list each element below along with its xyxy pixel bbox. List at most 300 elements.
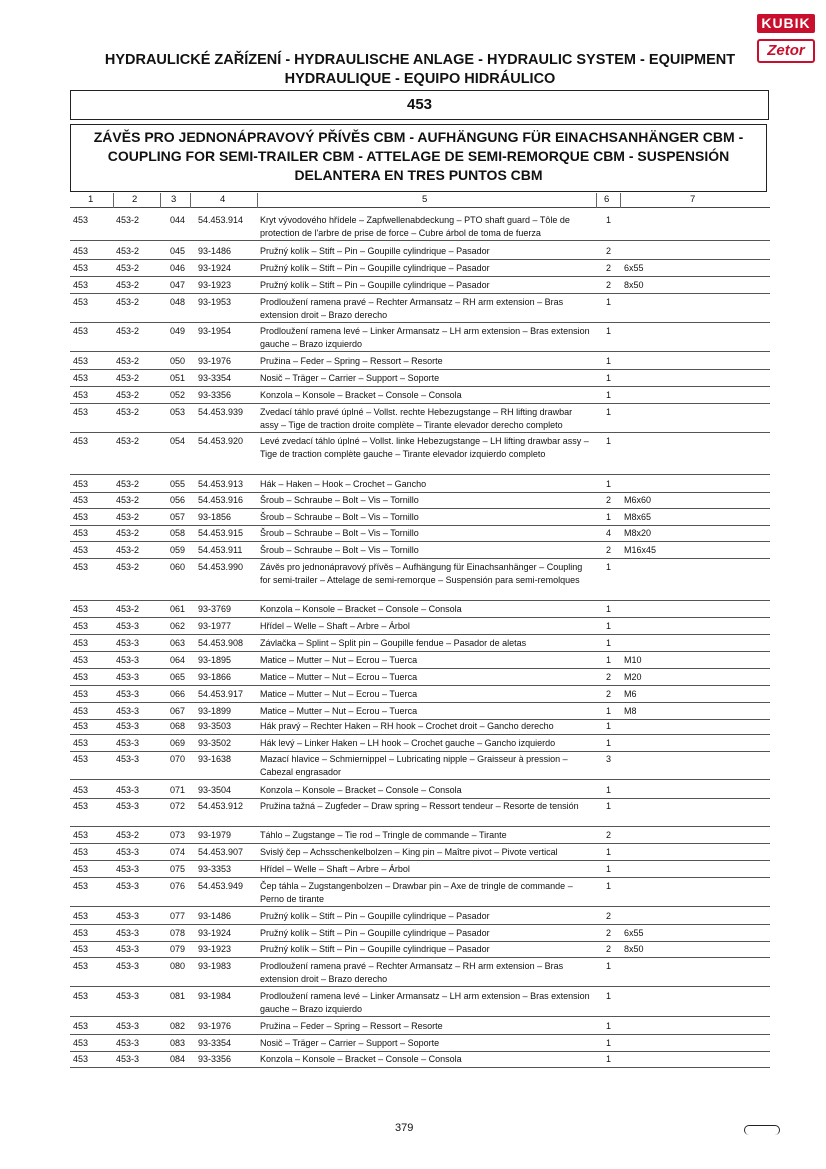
row-position: 045 — [170, 246, 186, 256]
row-quantity: 3 — [606, 754, 612, 764]
row-position: 082 — [170, 1021, 186, 1031]
row-quantity: 1 — [606, 407, 612, 417]
row-part-number: 54.453.949 — [198, 881, 244, 891]
row-quantity: 1 — [606, 621, 612, 631]
row-subgroup: 453-3 — [116, 847, 140, 857]
row-quantity: 2 — [606, 911, 612, 921]
row-subgroup: 453-2 — [116, 479, 140, 489]
row-part-number: 54.453.911 — [198, 545, 243, 555]
row-quantity: 1 — [606, 512, 612, 522]
section-title-box — [70, 124, 767, 192]
zetor-logo: Zetor — [757, 39, 815, 63]
row-quantity: 2 — [606, 689, 612, 699]
row-description: Konzola – Konsole – Bracket – Console – Consola — [260, 785, 462, 795]
row-group: 453 — [73, 215, 89, 225]
row-quantity: 1 — [606, 785, 612, 795]
row-group: 453 — [73, 847, 89, 857]
row-position: 046 — [170, 263, 186, 273]
row-quantity: 1 — [606, 1021, 612, 1031]
row-subgroup: 453-3 — [116, 961, 140, 971]
row-underline — [70, 525, 770, 526]
column-divider — [596, 193, 597, 208]
row-subgroup: 453-3 — [116, 785, 140, 795]
row-note: M8x65 — [624, 512, 652, 522]
row-quantity: 2 — [606, 545, 612, 555]
row-group: 453 — [73, 738, 89, 748]
row-subgroup: 453-2 — [116, 407, 140, 417]
row-quantity: 1 — [606, 390, 612, 400]
row-position: 066 — [170, 689, 186, 699]
row-description: Nosič – Träger – Carrier – Support – Soporte — [260, 1038, 440, 1048]
row-part-number: 93-3356 — [198, 1054, 232, 1064]
row-underline — [70, 1034, 770, 1035]
row-part-number: 93-1923 — [198, 280, 232, 290]
row-part-number: 54.453.912 — [198, 801, 244, 811]
row-description: Konzola – Konsole – Bracket – Console – Consola — [260, 604, 462, 614]
row-quantity: 1 — [606, 738, 612, 748]
row-position: 060 — [170, 562, 186, 572]
row-position: 051 — [170, 373, 186, 383]
row-position: 079 — [170, 944, 186, 954]
column-header-5: 5 — [422, 194, 428, 205]
row-position: 072 — [170, 801, 186, 811]
row-position: 052 — [170, 390, 186, 400]
row-position: 050 — [170, 356, 186, 366]
row-part-number: 93-1923 — [198, 944, 232, 954]
row-description: Levé zvedací táhlo úplné – Vollst. linke Hebezugstange – LH lifting drawbar assy – Tige de traction complète gauche – Tirante elevador izquierdo completo — [260, 436, 589, 459]
row-position: 080 — [170, 961, 186, 971]
row-group: 453 — [73, 881, 89, 891]
row-quantity: 1 — [606, 1038, 612, 1048]
row-underline — [70, 276, 770, 277]
row-quantity: 2 — [606, 944, 612, 954]
row-description: Zvedací táhlo pravé úplné – Vollst. rechte Hebezugstange – RH lifting drawbar assy – Tige de traction droite complète – Tirante elevador derecho completo — [260, 407, 573, 430]
section-title-line2: COUPLING FOR SEMI-TRAILER CBM - ATTELAGE DE SEMI-REMORQUE CBM - SUSPENSIÓN — [107, 148, 730, 164]
row-part-number: 54.453.939 — [198, 407, 244, 417]
row-quantity: 1 — [606, 297, 612, 307]
row-subgroup: 453-2 — [116, 545, 140, 555]
row-note: M8 — [624, 706, 637, 716]
row-description: Pružina – Feder – Spring – Ressort – Resorte — [260, 1021, 443, 1031]
row-group: 453 — [73, 562, 89, 572]
row-part-number: 54.453.917 — [198, 689, 244, 699]
row-position: 078 — [170, 928, 186, 938]
row-description: Pružný kolík – Stift – Pin – Goupille cylindrique – Pasador — [260, 944, 490, 954]
row-position: 056 — [170, 495, 186, 505]
row-underline — [70, 492, 770, 493]
row-part-number: 54.453.908 — [198, 638, 244, 648]
row-underline — [70, 986, 770, 987]
row-part-number: 93-1638 — [198, 754, 232, 764]
row-part-number: 54.453.907 — [198, 847, 244, 857]
row-description: Konzola – Konsole – Bracket – Console – Consola — [260, 390, 462, 400]
row-group: 453 — [73, 356, 89, 366]
row-description: Prodloužení ramena levé – Linker Armansatz – LH arm extension – Bras extension gauche – Brazo izquierdo — [260, 991, 590, 1014]
row-group: 453 — [73, 326, 89, 336]
column-header-6: 6 — [604, 194, 610, 205]
row-position: 081 — [170, 991, 186, 1001]
row-group: 453 — [73, 1021, 89, 1031]
row-part-number: 93-1954 — [198, 326, 232, 336]
row-part-number: 93-1977 — [198, 621, 232, 631]
row-quantity: 1 — [606, 721, 612, 731]
row-subgroup: 453-3 — [116, 1038, 140, 1048]
row-note: M10 — [624, 655, 642, 665]
row-part-number: 93-1895 — [198, 655, 232, 665]
row-subgroup: 453-3 — [116, 738, 140, 748]
row-subgroup: 453-2 — [116, 246, 140, 256]
row-subgroup: 453-3 — [116, 754, 140, 764]
row-description: Pružný kolík – Stift – Pin – Goupille cylindrique – Pasador — [260, 928, 490, 938]
row-position: 070 — [170, 754, 186, 764]
document-title-line2: HYDRAULIQUE - EQUIPO HIDRÁULICO — [284, 71, 556, 87]
row-group: 453 — [73, 246, 89, 256]
row-subgroup: 453-2 — [116, 528, 140, 538]
row-part-number: 93-1984 — [198, 991, 232, 1001]
row-quantity: 1 — [606, 562, 612, 572]
row-group: 453 — [73, 655, 89, 665]
row-quantity: 1 — [606, 1054, 612, 1064]
row-position: 069 — [170, 738, 186, 748]
row-underline — [70, 734, 770, 735]
row-quantity: 4 — [606, 528, 612, 538]
row-position: 058 — [170, 528, 186, 538]
row-position: 076 — [170, 881, 186, 891]
row-subgroup: 453-2 — [116, 512, 140, 522]
row-part-number: 54.453.913 — [198, 479, 244, 489]
row-group: 453 — [73, 864, 89, 874]
row-position: 064 — [170, 655, 186, 665]
section-title-line1: ZÁVĚS PRO JEDNONÁPRAVOVÝ PŘÍVĚS CBM - AUFHÄNGUNG FÜR EINACHSANHÄNGER CBM - — [93, 129, 744, 145]
row-position: 063 — [170, 638, 186, 648]
row-part-number: 93-3769 — [198, 604, 232, 614]
row-note: 8x50 — [624, 944, 644, 954]
column-divider — [160, 193, 161, 208]
row-group: 453 — [73, 407, 89, 417]
column-header-3: 3 — [171, 194, 177, 205]
row-group: 453 — [73, 785, 89, 795]
row-quantity: 2 — [606, 263, 612, 273]
row-underline — [70, 259, 770, 260]
row-position: 048 — [170, 297, 186, 307]
row-group: 453 — [73, 961, 89, 971]
row-group: 453 — [73, 373, 89, 383]
row-position: 047 — [170, 280, 186, 290]
row-description: Svislý čep – Achsschenkelbolzen – King pin – Maître pivot – Pivote vertical — [260, 847, 558, 857]
row-underline — [70, 369, 770, 370]
row-subgroup: 453-3 — [116, 991, 140, 1001]
row-underline — [70, 668, 770, 669]
row-underline — [70, 957, 770, 958]
row-position: 083 — [170, 1038, 186, 1048]
row-part-number: 54.453.920 — [198, 436, 244, 446]
row-part-number: 93-1486 — [198, 911, 232, 921]
row-position: 077 — [170, 911, 186, 921]
kubik-zetor-logo — [757, 14, 815, 72]
row-quantity: 1 — [606, 847, 612, 857]
row-description: Závlačka – Splint – Split pin – Goupille fendue – Pasador de aletas — [260, 638, 527, 648]
row-quantity: 1 — [606, 373, 612, 383]
row-description: Pružný kolík – Stift – Pin – Goupille cylindrique – Pasador — [260, 911, 490, 921]
row-group: 453 — [73, 830, 89, 840]
row-note: M8x20 — [624, 528, 652, 538]
column-divider — [113, 193, 114, 208]
row-underline — [70, 293, 770, 294]
row-note: M20 — [624, 672, 642, 682]
row-subgroup: 453-2 — [116, 373, 140, 383]
row-underline — [70, 541, 770, 542]
row-underline — [70, 617, 770, 618]
column-header-7: 7 — [690, 194, 696, 205]
column-header-row — [70, 193, 770, 208]
row-subgroup: 453-3 — [116, 672, 140, 682]
row-quantity: 1 — [606, 706, 612, 716]
row-group: 453 — [73, 545, 89, 555]
row-group: 453 — [73, 512, 89, 522]
row-part-number: 93-1856 — [198, 512, 232, 522]
row-underline — [70, 751, 770, 752]
row-description: Prodloužení ramena levé – Linker Armansatz – LH arm extension – Bras extension gauche – Brazo izquierdo — [260, 326, 590, 349]
row-part-number: 54.453.915 — [198, 528, 244, 538]
row-description: Pružný kolík – Stift – Pin – Goupille cylindrique – Pasador — [260, 280, 490, 290]
row-subgroup: 453-2 — [116, 297, 140, 307]
row-position: 075 — [170, 864, 186, 874]
row-underline — [70, 798, 770, 799]
row-underline — [70, 1067, 770, 1068]
row-subgroup: 453-2 — [116, 436, 140, 446]
row-part-number: 93-1953 — [198, 297, 232, 307]
column-header-2: 2 — [132, 194, 138, 205]
row-position: 067 — [170, 706, 186, 716]
row-description: Mazací hlavice – Schmiernippel – Lubricating nipple – Graisseur à pression – Cabezal engrasador — [260, 754, 568, 777]
row-underline — [70, 651, 770, 652]
row-underline — [70, 351, 770, 352]
row-position: 059 — [170, 545, 186, 555]
row-subgroup: 453-2 — [116, 356, 140, 366]
row-note: M16x45 — [624, 545, 657, 555]
row-quantity: 1 — [606, 356, 612, 366]
row-description: Čep táhla – Zugstangenbolzen – Drawbar pin – Axe de tringle de commande – Perno de tirante — [260, 881, 573, 904]
row-group: 453 — [73, 944, 89, 954]
row-description: Pružný kolík – Stift – Pin – Goupille cylindrique – Pasador — [260, 263, 490, 273]
row-note: 6x55 — [624, 263, 644, 273]
row-underline — [70, 600, 770, 601]
footer-badge — [744, 1125, 780, 1135]
row-part-number: 93-1924 — [198, 263, 232, 273]
row-description: Kryt vývodového hřídele – Zapfwellenabdeckung – PTO shaft guard – Tôle de protection de l'arbre de prise de force – Cubre árbol de toma de fuerza — [260, 215, 570, 238]
row-part-number: 93-1486 — [198, 246, 232, 256]
row-underline — [70, 474, 770, 475]
row-group: 453 — [73, 495, 89, 505]
row-part-number: 93-1899 — [198, 706, 232, 716]
row-description: Konzola – Konsole – Bracket – Console – Consola — [260, 1054, 462, 1064]
row-description: Hák pravý – Rechter Haken – RH hook – Crochet droit – Gancho derecho — [260, 721, 554, 731]
row-group: 453 — [73, 621, 89, 631]
row-subgroup: 453-3 — [116, 944, 140, 954]
row-position: 061 — [170, 604, 186, 614]
row-quantity: 2 — [606, 246, 612, 256]
row-underline — [70, 403, 770, 404]
row-subgroup: 453-3 — [116, 655, 140, 665]
row-subgroup: 453-2 — [116, 326, 140, 336]
row-quantity: 1 — [606, 479, 612, 489]
section-title-line3: DELANTERA EN TRES PUNTOS CBM — [294, 167, 543, 183]
row-part-number: 93-1983 — [198, 961, 232, 971]
row-part-number: 93-3356 — [198, 390, 232, 400]
row-note: 8x50 — [624, 280, 644, 290]
row-underline — [70, 1051, 770, 1052]
group-number-box: 453 — [70, 90, 769, 120]
row-position: 071 — [170, 785, 186, 795]
row-group: 453 — [73, 672, 89, 682]
row-group: 453 — [73, 911, 89, 921]
row-underline — [70, 432, 770, 433]
row-subgroup: 453-3 — [116, 864, 140, 874]
row-underline — [70, 906, 770, 907]
row-part-number: 54.453.914 — [198, 215, 244, 225]
row-underline — [70, 685, 770, 686]
row-description: Hák levý – Linker Haken – LH hook – Crochet gauche – Gancho izquierdo — [260, 738, 556, 748]
row-quantity: 1 — [606, 326, 612, 336]
column-divider — [620, 193, 621, 208]
row-description: Matice – Mutter – Nut – Ecrou – Tuerca — [260, 655, 418, 665]
row-description: Nosič – Träger – Carrier – Support – Soporte — [260, 373, 440, 383]
row-subgroup: 453-2 — [116, 562, 140, 572]
row-description: Matice – Mutter – Nut – Ecrou – Tuerca — [260, 689, 418, 699]
row-position: 044 — [170, 215, 186, 225]
row-group: 453 — [73, 991, 89, 1001]
row-group: 453 — [73, 1038, 89, 1048]
row-group: 453 — [73, 479, 89, 489]
row-description: Šroub – Schraube – Bolt – Vis – Tornillo — [260, 545, 419, 555]
row-position: 057 — [170, 512, 186, 522]
row-position: 049 — [170, 326, 186, 336]
row-note: M6x60 — [624, 495, 652, 505]
row-quantity: 2 — [606, 928, 612, 938]
row-subgroup: 453-2 — [116, 495, 140, 505]
row-description: Šroub – Schraube – Bolt – Vis – Tornillo — [260, 528, 419, 538]
row-description: Hřídel – Welle – Shaft – Arbre – Árbol — [260, 864, 410, 874]
row-description: Pružný kolík – Stift – Pin – Goupille cylindrique – Pasador — [260, 246, 490, 256]
row-description: Prodloužení ramena pravé – Rechter Armansatz – RH arm extension – Bras extension droit – Brazo derecho — [260, 297, 564, 320]
row-underline — [70, 386, 770, 387]
row-subgroup: 453-2 — [116, 215, 140, 225]
row-group: 453 — [73, 390, 89, 400]
row-underline — [70, 779, 770, 780]
row-subgroup: 453-2 — [116, 390, 140, 400]
row-quantity: 1 — [606, 961, 612, 971]
row-description: Šroub – Schraube – Bolt – Vis – Tornillo — [260, 512, 419, 522]
row-group: 453 — [73, 280, 89, 290]
row-quantity: 1 — [606, 864, 612, 874]
row-group: 453 — [73, 263, 89, 273]
row-group: 453 — [73, 801, 89, 811]
row-description: Pružina – Feder – Spring – Ressort – Resorte — [260, 356, 443, 366]
row-subgroup: 453-2 — [116, 604, 140, 614]
row-description: Prodloužení ramena pravé – Rechter Armansatz – RH arm extension – Bras extension droit – Brazo derecho — [260, 961, 564, 984]
row-position: 053 — [170, 407, 186, 417]
row-description: Šroub – Schraube – Bolt – Vis – Tornillo — [260, 495, 419, 505]
row-subgroup: 453-3 — [116, 721, 140, 731]
row-group: 453 — [73, 528, 89, 538]
row-underline — [70, 1016, 770, 1017]
row-position: 062 — [170, 621, 186, 631]
row-underline — [70, 924, 770, 925]
row-description: Táhlo – Zugstange – Tie rod – Tringle de commande – Tirante — [260, 830, 507, 840]
row-group: 453 — [73, 928, 89, 938]
row-underline — [70, 877, 770, 878]
row-underline — [70, 941, 770, 942]
row-description: Matice – Mutter – Nut – Ecrou – Tuerca — [260, 672, 418, 682]
row-group: 453 — [73, 721, 89, 731]
row-part-number: 93-1979 — [198, 830, 232, 840]
row-subgroup: 453-3 — [116, 801, 140, 811]
row-group: 453 — [73, 706, 89, 716]
kubik-logo: KUBIK — [757, 14, 815, 33]
row-subgroup: 453-2 — [116, 263, 140, 273]
row-group: 453 — [73, 1054, 89, 1064]
row-quantity: 1 — [606, 638, 612, 648]
row-underline — [70, 702, 770, 703]
column-header-1: 1 — [88, 194, 94, 205]
row-part-number: 54.453.916 — [198, 495, 244, 505]
row-description: Matice – Mutter – Nut – Ecrou – Tuerca — [260, 706, 418, 716]
row-group: 453 — [73, 754, 89, 764]
row-part-number: 93-3503 — [198, 721, 232, 731]
row-position: 065 — [170, 672, 186, 682]
row-subgroup: 453-3 — [116, 706, 140, 716]
row-description: Pružina tažná – Zugfeder – Draw spring – Ressort tendeur – Resorte de tensión — [260, 801, 579, 811]
row-quantity: 1 — [606, 801, 612, 811]
row-part-number: 93-3354 — [198, 1038, 232, 1048]
row-underline — [70, 634, 770, 635]
row-part-number: 93-1866 — [198, 672, 232, 682]
row-part-number: 93-1976 — [198, 1021, 232, 1031]
row-description: Hřídel – Welle – Shaft – Arbre – Árbol — [260, 621, 410, 631]
row-underline — [70, 240, 770, 241]
row-underline — [70, 826, 770, 827]
row-position: 084 — [170, 1054, 186, 1064]
document-title-line1: HYDRAULICKÉ ZAŘÍZENÍ - HYDRAULISCHE ANLAGE - HYDRAULIC SYSTEM - EQUIPMENT — [104, 52, 736, 68]
row-group: 453 — [73, 638, 89, 648]
row-quantity: 1 — [606, 991, 612, 1001]
row-description: Závěs pro jednonápravový přívěs – Aufhängung für Einachsanhänger – Coupling for semi-trailer – Attelage de semi-remorque – Suspensión para semi-remolques — [260, 562, 583, 585]
row-quantity: 2 — [606, 672, 612, 682]
row-position: 068 — [170, 721, 186, 731]
row-quantity: 2 — [606, 280, 612, 290]
row-part-number: 93-1976 — [198, 356, 232, 366]
row-underline — [70, 843, 770, 844]
row-subgroup: 453-2 — [116, 280, 140, 290]
row-subgroup: 453-2 — [116, 830, 140, 840]
row-quantity: 2 — [606, 495, 612, 505]
row-part-number: 54.453.990 — [198, 562, 244, 572]
row-note: M6 — [624, 689, 637, 699]
row-description: Hák – Haken – Hook – Crochet – Gancho — [260, 479, 427, 489]
column-header-4: 4 — [220, 194, 226, 205]
row-part-number: 93-3504 — [198, 785, 232, 795]
row-subgroup: 453-3 — [116, 621, 140, 631]
row-underline — [70, 322, 770, 323]
row-underline — [70, 508, 770, 509]
row-subgroup: 453-3 — [116, 911, 140, 921]
row-position: 055 — [170, 479, 186, 489]
row-subgroup: 453-3 — [116, 638, 140, 648]
row-group: 453 — [73, 297, 89, 307]
row-part-number: 93-3353 — [198, 864, 232, 874]
row-part-number: 93-3502 — [198, 738, 232, 748]
row-note: 6x55 — [624, 928, 644, 938]
